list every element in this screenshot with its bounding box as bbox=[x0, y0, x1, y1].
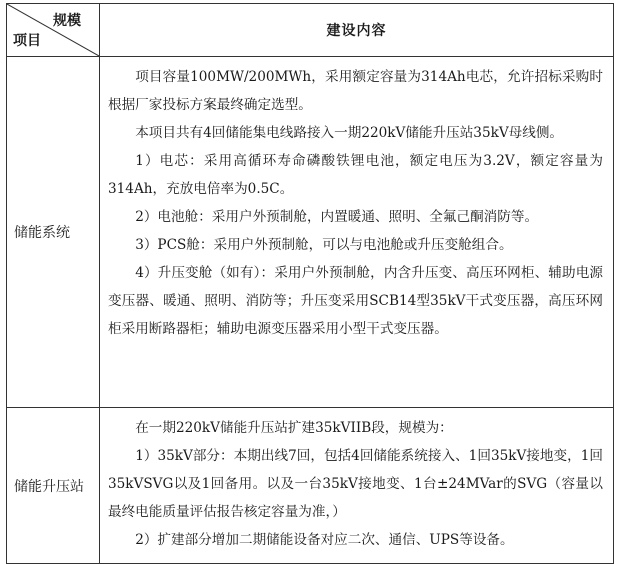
table-row bbox=[7, 408, 614, 564]
construction-content-table bbox=[6, 3, 614, 564]
content-paragraph: 本项目共有4回储能集电线路接入一期220kV储能升压站35kV母线侧。 bbox=[135, 125, 564, 141]
content-header-cell: 建设内容 bbox=[100, 4, 614, 57]
table-header-row bbox=[7, 4, 614, 57]
content-paragraph: 4）升压变舱（如有）：采用户外预制舱，内含升压变、高压环网柜、辅助电源变压器、暖通、照明、消防等；升压变采用SCB14型35kV干式变压器，高压环网柜采用断路器柜；辅助电源变压器采用小型干式变压器。 bbox=[108, 265, 603, 337]
diagonal-header-cell bbox=[7, 4, 100, 57]
table-row bbox=[7, 57, 614, 408]
content-paragraph: 1）电芯：采用高循环寿命磷酸铁锂电池，额定电压为3.2V，额定容量为314Ah，充放电倍率为0.5C。 bbox=[108, 153, 603, 197]
item-header-label: 项目 bbox=[13, 33, 41, 49]
content-paragraph: 1）35kV部分：本期出线7回，包括4回储能系统接入、1回35kV接地变，1回35kVSVG以及1回备用。以及一台35kV接地变、1台±24MVar的SVG（容量以最终电能质量评估报告核定容量为准，） bbox=[108, 448, 603, 520]
content-paragraph: 3）PCS舱：采用户外预制舱，可以与电池舱或升压变舱组合。 bbox=[135, 237, 513, 253]
row-content bbox=[100, 408, 614, 564]
row-label: 储能升压站 bbox=[7, 408, 100, 564]
row-label: 储能系统 bbox=[7, 57, 100, 408]
content-paragraph: 在一期220kV储能升压站扩建35kVIIB段，规模为： bbox=[135, 420, 453, 436]
content-paragraph: 2）电池舱：采用户外预制舱，内置暖通、照明、全氟己酮消防等。 bbox=[135, 209, 539, 225]
content-paragraph: 2）扩建部分增加二期储能设备对应二次、通信、UPS等设备。 bbox=[135, 532, 514, 548]
row-content bbox=[100, 57, 614, 408]
content-paragraph: 项目容量100MW/200MWh，采用额定容量为314Ah电芯，允许招标采购时根据厂家投标方案最终确定选型。 bbox=[108, 69, 603, 113]
scale-header-label: 规模 bbox=[53, 13, 81, 29]
